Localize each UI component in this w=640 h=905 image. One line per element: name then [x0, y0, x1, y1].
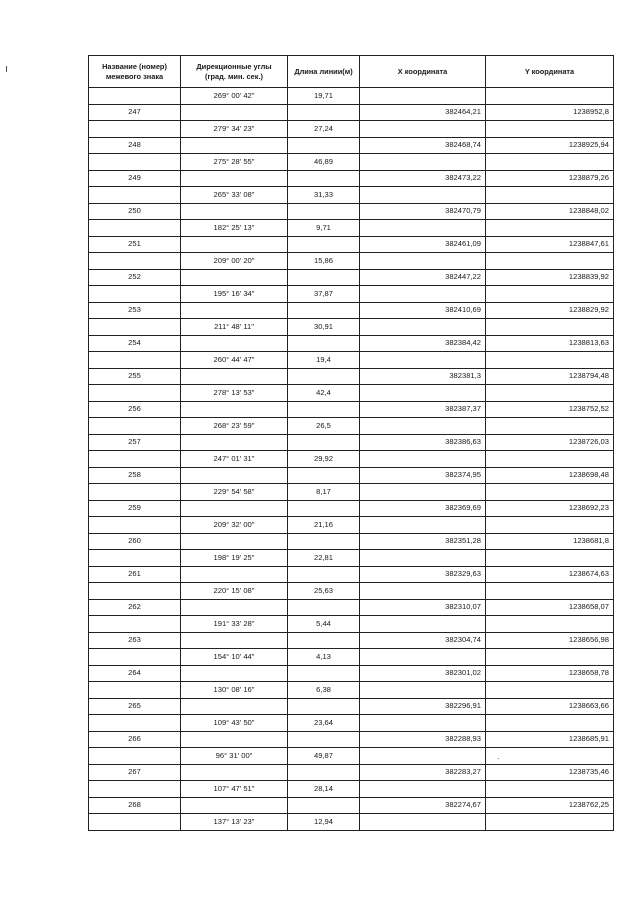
- direction-angle-cell: [181, 566, 288, 583]
- line-length-cell: 28,14: [288, 781, 360, 798]
- x-coordinate-cell: 382283,27: [360, 764, 486, 781]
- y-coordinate-cell: [486, 286, 614, 303]
- x-coordinate-cell: 382468,74: [360, 137, 486, 154]
- scan-margin-mark: [6, 66, 7, 72]
- marker-name-cell: [89, 220, 181, 237]
- x-coordinate-cell: 382473,22: [360, 170, 486, 187]
- line-length-cell: [288, 104, 360, 121]
- y-coordinate-cell: [486, 715, 614, 732]
- y-coordinate-cell: [486, 385, 614, 402]
- direction-angle-cell: [181, 104, 288, 121]
- y-coordinate-cell: [486, 781, 614, 798]
- x-coordinate-cell: [360, 451, 486, 468]
- table-row: [89, 385, 614, 402]
- table-row: [89, 418, 614, 435]
- line-length-cell: 12,94: [288, 814, 360, 831]
- direction-angle-cell: [181, 170, 288, 187]
- table-row: [89, 632, 614, 649]
- table-row: [89, 517, 614, 534]
- marker-name-cell: 247: [89, 104, 181, 121]
- line-length-cell: 26,5: [288, 418, 360, 435]
- table-row: [89, 797, 614, 814]
- line-length-cell: [288, 368, 360, 385]
- table-row: [89, 781, 614, 798]
- table-row: [89, 467, 614, 484]
- line-length-cell: 49,87: [288, 748, 360, 765]
- direction-angle-cell: 279° 34' 23": [181, 121, 288, 138]
- direction-angle-cell: 269° 00' 42": [181, 88, 288, 105]
- direction-angle-cell: [181, 203, 288, 220]
- line-length-cell: [288, 665, 360, 682]
- table-row: [89, 203, 614, 220]
- x-coordinate-cell: [360, 286, 486, 303]
- direction-angle-cell: 137° 13' 23": [181, 814, 288, 831]
- x-coordinate-cell: [360, 121, 486, 138]
- table-row: [89, 814, 614, 831]
- marker-name-cell: [89, 715, 181, 732]
- marker-name-cell: [89, 682, 181, 699]
- direction-angle-cell: [181, 236, 288, 253]
- y-coordinate-cell: 1238726,03: [486, 434, 614, 451]
- x-coordinate-cell: 382369,69: [360, 500, 486, 517]
- header-line-length: Длина линии(м): [288, 56, 360, 88]
- marker-name-cell: [89, 748, 181, 765]
- line-length-cell: 25,63: [288, 583, 360, 600]
- direction-angle-cell: [181, 500, 288, 517]
- marker-name-cell: 260: [89, 533, 181, 550]
- y-coordinate-cell: 1238839,92: [486, 269, 614, 286]
- table-row: [89, 599, 614, 616]
- y-coordinate-cell: 1238848,02: [486, 203, 614, 220]
- table-row: [89, 368, 614, 385]
- y-coordinate-cell: [486, 418, 614, 435]
- direction-angle-cell: [181, 467, 288, 484]
- y-coordinate-cell: [486, 748, 614, 765]
- x-coordinate-cell: 382374,95: [360, 467, 486, 484]
- marker-name-cell: 256: [89, 401, 181, 418]
- line-length-cell: [288, 269, 360, 286]
- marker-name-cell: [89, 418, 181, 435]
- x-coordinate-cell: 382470,79: [360, 203, 486, 220]
- x-coordinate-cell: [360, 187, 486, 204]
- table-row: [89, 434, 614, 451]
- marker-name-cell: [89, 253, 181, 270]
- table-row: [89, 154, 614, 171]
- y-coordinate-cell: [486, 814, 614, 831]
- direction-angle-cell: [181, 632, 288, 649]
- table-row: [89, 335, 614, 352]
- table-row: [89, 484, 614, 501]
- line-length-cell: [288, 632, 360, 649]
- line-length-cell: [288, 335, 360, 352]
- table-row: [89, 682, 614, 699]
- y-coordinate-cell: 1238762,25: [486, 797, 614, 814]
- marker-name-cell: 249: [89, 170, 181, 187]
- y-coordinate-cell: 1238692,23: [486, 500, 614, 517]
- y-coordinate-cell: 1238685,91: [486, 731, 614, 748]
- line-length-cell: [288, 533, 360, 550]
- line-length-cell: [288, 731, 360, 748]
- direction-angle-cell: 229° 54' 58": [181, 484, 288, 501]
- marker-name-cell: 257: [89, 434, 181, 451]
- y-coordinate-cell: 1238829,92: [486, 302, 614, 319]
- direction-angle-cell: [181, 335, 288, 352]
- y-coordinate-cell: 1238658,78: [486, 665, 614, 682]
- table-row: [89, 253, 614, 270]
- x-coordinate-cell: [360, 517, 486, 534]
- line-length-cell: [288, 236, 360, 253]
- y-coordinate-cell: [486, 517, 614, 534]
- direction-angle-cell: [181, 764, 288, 781]
- x-coordinate-cell: [360, 616, 486, 633]
- x-coordinate-cell: 382274,67: [360, 797, 486, 814]
- boundary-coordinates-table: [88, 55, 614, 831]
- direction-angle-cell: 220° 15' 08": [181, 583, 288, 600]
- marker-name-cell: 250: [89, 203, 181, 220]
- header-marker-name: Название (номер) межевого знака: [89, 56, 181, 88]
- x-coordinate-cell: 382464,21: [360, 104, 486, 121]
- x-coordinate-cell: [360, 484, 486, 501]
- marker-name-cell: 268: [89, 797, 181, 814]
- y-coordinate-cell: [486, 616, 614, 633]
- direction-angle-cell: [181, 731, 288, 748]
- y-coordinate-cell: 1238735,46: [486, 764, 614, 781]
- y-coordinate-cell: 1238681,8: [486, 533, 614, 550]
- x-coordinate-cell: 382386,63: [360, 434, 486, 451]
- direction-angle-cell: 109° 43' 50": [181, 715, 288, 732]
- x-coordinate-cell: [360, 583, 486, 600]
- line-length-cell: [288, 698, 360, 715]
- line-length-cell: 19,4: [288, 352, 360, 369]
- direction-angle-cell: [181, 698, 288, 715]
- marker-name-cell: [89, 814, 181, 831]
- line-length-cell: [288, 467, 360, 484]
- direction-angle-cell: 265° 33' 08": [181, 187, 288, 204]
- direction-angle-cell: 182° 25' 13": [181, 220, 288, 237]
- y-coordinate-cell: [486, 682, 614, 699]
- marker-name-cell: 264: [89, 665, 181, 682]
- direction-angle-cell: 260° 44' 47": [181, 352, 288, 369]
- line-length-cell: 4,13: [288, 649, 360, 666]
- header-direction-angle: Дирекционные углы (град. мин. сек.): [181, 56, 288, 88]
- y-coordinate-cell: [486, 88, 614, 105]
- direction-angle-cell: 191° 33' 28": [181, 616, 288, 633]
- line-length-cell: [288, 302, 360, 319]
- marker-name-cell: [89, 319, 181, 336]
- line-length-cell: [288, 170, 360, 187]
- x-coordinate-cell: 382410,69: [360, 302, 486, 319]
- x-coordinate-cell: 382387,37: [360, 401, 486, 418]
- marker-name-cell: [89, 583, 181, 600]
- x-coordinate-cell: [360, 88, 486, 105]
- x-coordinate-cell: 382461,09: [360, 236, 486, 253]
- table-row: [89, 451, 614, 468]
- line-length-cell: 37,87: [288, 286, 360, 303]
- line-length-cell: [288, 797, 360, 814]
- line-length-cell: 9,71: [288, 220, 360, 237]
- marker-name-cell: 263: [89, 632, 181, 649]
- table-row: [89, 698, 614, 715]
- x-coordinate-cell: 382310,07: [360, 599, 486, 616]
- line-length-cell: 8,17: [288, 484, 360, 501]
- line-length-cell: [288, 137, 360, 154]
- direction-angle-cell: [181, 665, 288, 682]
- line-length-cell: 29,92: [288, 451, 360, 468]
- direction-angle-cell: 275° 28' 55": [181, 154, 288, 171]
- marker-name-cell: 259: [89, 500, 181, 517]
- table-row: [89, 170, 614, 187]
- x-coordinate-cell: [360, 682, 486, 699]
- y-coordinate-cell: 1238879,26: [486, 170, 614, 187]
- y-coordinate-cell: [486, 550, 614, 567]
- marker-name-cell: [89, 154, 181, 171]
- marker-name-cell: 267: [89, 764, 181, 781]
- y-coordinate-cell: 1238658,07: [486, 599, 614, 616]
- marker-name-cell: [89, 286, 181, 303]
- line-length-cell: 31,33: [288, 187, 360, 204]
- x-coordinate-cell: [360, 154, 486, 171]
- table-row: [89, 401, 614, 418]
- direction-angle-cell: [181, 137, 288, 154]
- y-coordinate-cell: 1238752,52: [486, 401, 614, 418]
- x-coordinate-cell: 382288,93: [360, 731, 486, 748]
- table-row: [89, 715, 614, 732]
- x-coordinate-cell: [360, 715, 486, 732]
- y-coordinate-cell: 1238674,63: [486, 566, 614, 583]
- x-coordinate-cell: [360, 649, 486, 666]
- table-header: [89, 56, 614, 88]
- table-row: [89, 616, 614, 633]
- line-length-cell: 6,38: [288, 682, 360, 699]
- x-coordinate-cell: [360, 748, 486, 765]
- table-body: [89, 88, 614, 831]
- x-coordinate-cell: 382351,28: [360, 533, 486, 550]
- marker-name-cell: 255: [89, 368, 181, 385]
- direction-angle-cell: [181, 401, 288, 418]
- marker-name-cell: [89, 121, 181, 138]
- table-row: [89, 533, 614, 550]
- table-row: [89, 583, 614, 600]
- y-coordinate-cell: [486, 583, 614, 600]
- x-coordinate-cell: [360, 319, 486, 336]
- marker-name-cell: 248: [89, 137, 181, 154]
- direction-angle-cell: [181, 302, 288, 319]
- marker-name-cell: 251: [89, 236, 181, 253]
- table-row: [89, 731, 614, 748]
- direction-angle-cell: 209° 00' 20": [181, 253, 288, 270]
- x-coordinate-cell: [360, 814, 486, 831]
- table-row: [89, 566, 614, 583]
- line-length-cell: 46,89: [288, 154, 360, 171]
- marker-name-cell: [89, 187, 181, 204]
- marker-name-cell: [89, 352, 181, 369]
- table-row: [89, 286, 614, 303]
- x-coordinate-cell: 382381,3: [360, 368, 486, 385]
- table-row: [89, 319, 614, 336]
- y-coordinate-cell: [486, 649, 614, 666]
- y-coordinate-cell: [486, 451, 614, 468]
- table-row: [89, 352, 614, 369]
- x-coordinate-cell: [360, 352, 486, 369]
- line-length-cell: [288, 401, 360, 418]
- table-row: [89, 220, 614, 237]
- marker-name-cell: [89, 550, 181, 567]
- x-coordinate-cell: [360, 220, 486, 237]
- table-row: [89, 236, 614, 253]
- line-length-cell: 19,71: [288, 88, 360, 105]
- x-coordinate-cell: [360, 385, 486, 402]
- table-row: [89, 104, 614, 121]
- y-coordinate-cell: 1238813,63: [486, 335, 614, 352]
- marker-name-cell: [89, 649, 181, 666]
- y-coordinate-cell: [486, 187, 614, 204]
- direction-angle-cell: 247° 01' 31": [181, 451, 288, 468]
- line-length-cell: 23,64: [288, 715, 360, 732]
- table-row: [89, 137, 614, 154]
- line-length-cell: 21,16: [288, 517, 360, 534]
- x-coordinate-cell: [360, 781, 486, 798]
- line-length-cell: 30,91: [288, 319, 360, 336]
- y-coordinate-cell: 1238952,8: [486, 104, 614, 121]
- table-row: [89, 649, 614, 666]
- direction-angle-cell: [181, 599, 288, 616]
- marker-name-cell: 258: [89, 467, 181, 484]
- y-coordinate-cell: [486, 154, 614, 171]
- line-length-cell: [288, 434, 360, 451]
- x-coordinate-cell: [360, 550, 486, 567]
- table-row: [89, 764, 614, 781]
- marker-name-cell: [89, 451, 181, 468]
- marker-name-cell: 262: [89, 599, 181, 616]
- direction-angle-cell: [181, 434, 288, 451]
- marker-name-cell: 252: [89, 269, 181, 286]
- table-row: [89, 121, 614, 138]
- direction-angle-cell: 154° 10' 44": [181, 649, 288, 666]
- direction-angle-cell: 268° 23' 59": [181, 418, 288, 435]
- direction-angle-cell: 195° 16' 34": [181, 286, 288, 303]
- marker-name-cell: 265: [89, 698, 181, 715]
- header-y-coordinate: Y координата: [486, 56, 614, 88]
- table-row: [89, 500, 614, 517]
- direction-angle-cell: 209° 32' 00": [181, 517, 288, 534]
- direction-angle-cell: 198° 19' 25": [181, 550, 288, 567]
- y-coordinate-cell: 1238925,94: [486, 137, 614, 154]
- x-coordinate-cell: 382384,42: [360, 335, 486, 352]
- line-length-cell: 5,44: [288, 616, 360, 633]
- table-row: [89, 187, 614, 204]
- marker-name-cell: [89, 385, 181, 402]
- marker-name-cell: [89, 484, 181, 501]
- line-length-cell: 42,4: [288, 385, 360, 402]
- marker-name-cell: [89, 517, 181, 534]
- header-x-coordinate: X координата: [360, 56, 486, 88]
- line-length-cell: 15,86: [288, 253, 360, 270]
- marker-name-cell: 261: [89, 566, 181, 583]
- y-coordinate-cell: 1238656,98: [486, 632, 614, 649]
- y-coordinate-cell: [486, 220, 614, 237]
- table-row: [89, 88, 614, 105]
- direction-angle-cell: 130° 08' 16": [181, 682, 288, 699]
- line-length-cell: 27,24: [288, 121, 360, 138]
- y-coordinate-cell: [486, 319, 614, 336]
- header-row: [89, 56, 614, 88]
- marker-name-cell: 254: [89, 335, 181, 352]
- table-row: [89, 550, 614, 567]
- line-length-cell: [288, 203, 360, 220]
- marker-name-cell: [89, 781, 181, 798]
- direction-angle-cell: 211° 48' 11": [181, 319, 288, 336]
- y-coordinate-cell: 1238698,48: [486, 467, 614, 484]
- line-length-cell: [288, 764, 360, 781]
- marker-name-cell: [89, 88, 181, 105]
- line-length-cell: [288, 599, 360, 616]
- direction-angle-cell: [181, 368, 288, 385]
- direction-angle-cell: 278° 13' 53": [181, 385, 288, 402]
- line-length-cell: 22,81: [288, 550, 360, 567]
- x-coordinate-cell: 382329,63: [360, 566, 486, 583]
- x-coordinate-cell: 382301,02: [360, 665, 486, 682]
- y-coordinate-cell: 1238663,66: [486, 698, 614, 715]
- line-length-cell: [288, 566, 360, 583]
- direction-angle-cell: 96° 31' 00": [181, 748, 288, 765]
- y-coordinate-cell: 1238794,48: [486, 368, 614, 385]
- y-coordinate-cell: [486, 352, 614, 369]
- direction-angle-cell: 107° 47' 51": [181, 781, 288, 798]
- line-length-cell: [288, 500, 360, 517]
- x-coordinate-cell: 382304,74: [360, 632, 486, 649]
- x-coordinate-cell: 382447,22: [360, 269, 486, 286]
- table-row: [89, 748, 614, 765]
- table-row: [89, 665, 614, 682]
- y-coordinate-cell: 1238847,61: [486, 236, 614, 253]
- direction-angle-cell: [181, 269, 288, 286]
- x-coordinate-cell: [360, 253, 486, 270]
- direction-angle-cell: [181, 797, 288, 814]
- y-coordinate-cell: [486, 484, 614, 501]
- y-coordinate-cell: [486, 121, 614, 138]
- table-row: [89, 269, 614, 286]
- x-coordinate-cell: 382296,91: [360, 698, 486, 715]
- y-coordinate-cell: [486, 253, 614, 270]
- marker-name-cell: 266: [89, 731, 181, 748]
- marker-name-cell: 253: [89, 302, 181, 319]
- marker-name-cell: [89, 616, 181, 633]
- direction-angle-cell: [181, 533, 288, 550]
- x-coordinate-cell: [360, 418, 486, 435]
- table-row: [89, 302, 614, 319]
